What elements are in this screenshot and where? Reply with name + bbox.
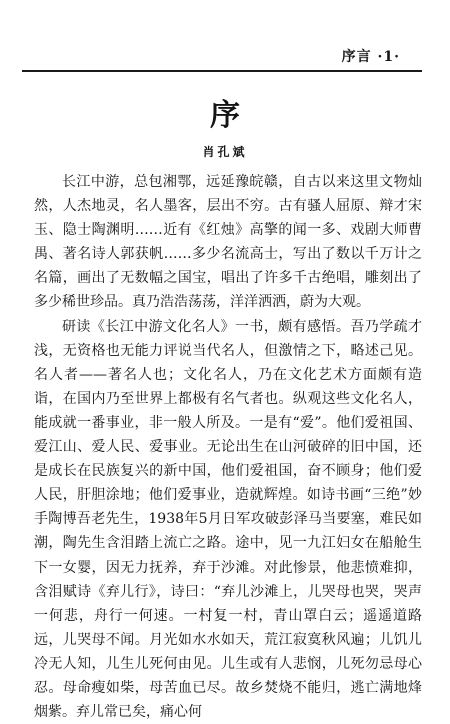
body-text [34, 170, 422, 724]
header-rule [22, 70, 422, 72]
author-name: 肖孔斌 [202, 145, 248, 159]
running-head: 序言 ·1· [341, 49, 400, 65]
page-header [22, 40, 422, 74]
page-title: 序 [210, 98, 240, 133]
paragraph: 长江中游，总包湘鄂，远延豫皖赣，自古以来这里文物灿然，人杰地灵，名人墨客，层出不穷。古有骚人屈原、辩才宋玉、隐士陶渊明……近有《红烛》高擎的闻一多、戏剧大师曹禺、著名诗人郭获帆……多少名流高士，写出了数以千万计之名篇，画出了无数幅之国宝，唱出了许多千古绝唱，雕刻出了多少稀世珍品。真乃浩浩荡荡，洋洋洒洒，蔚为大观。 [34, 174, 422, 311]
paragraph: 研读《长江中游文化名人》一书，颇有感悟。吾乃学疏才浅，无资格也无能力评说当代名人，但激情之下，略述己见。名人者——著名人也；文化名人，乃在文化艺术方面颇有造诣，在国内乃至世界上都极有名气者也。纵观这些文化名人，能成就一番事业，非一般人所及。一是有“爱”。他们爱祖国、爱江山、爱人民、爱事业。无论出生在山河破碎的旧中国，还是成长在民族复兴的新中国，他们爱祖国，奋不顾身；他们爱人民，肝胆涂地；他们爱事业，造就辉煌。如诗书画“三绝”妙手陶博吾老先生，1938年5月日军攻破彭泽马当要塞，难民如潮，陶先生含泪踏上流亡之路。途中，见一九江妇女在船舱生下一女婴，因无力抚养，弃于沙滩。对此惨景，他悲愤难抑，含泪赋诗《弃儿行》，诗曰：“弃儿沙滩上，儿哭母也哭，哭声一何悲，舟行一何速。一村复一村，青山罩白云；遥遥道路远，儿哭母不闻。月光如水水如天，荒江寂寞秋风遍；儿饥儿冷无人知，儿生儿死何由见。儿生或有人悲悯，儿死勿忌母心忍。母命瘦如柴，母苦血已尽。故乡焚烧不能归，逃亡满地烽烟紫。弃儿常已矣，痛心何 [34, 318, 422, 721]
